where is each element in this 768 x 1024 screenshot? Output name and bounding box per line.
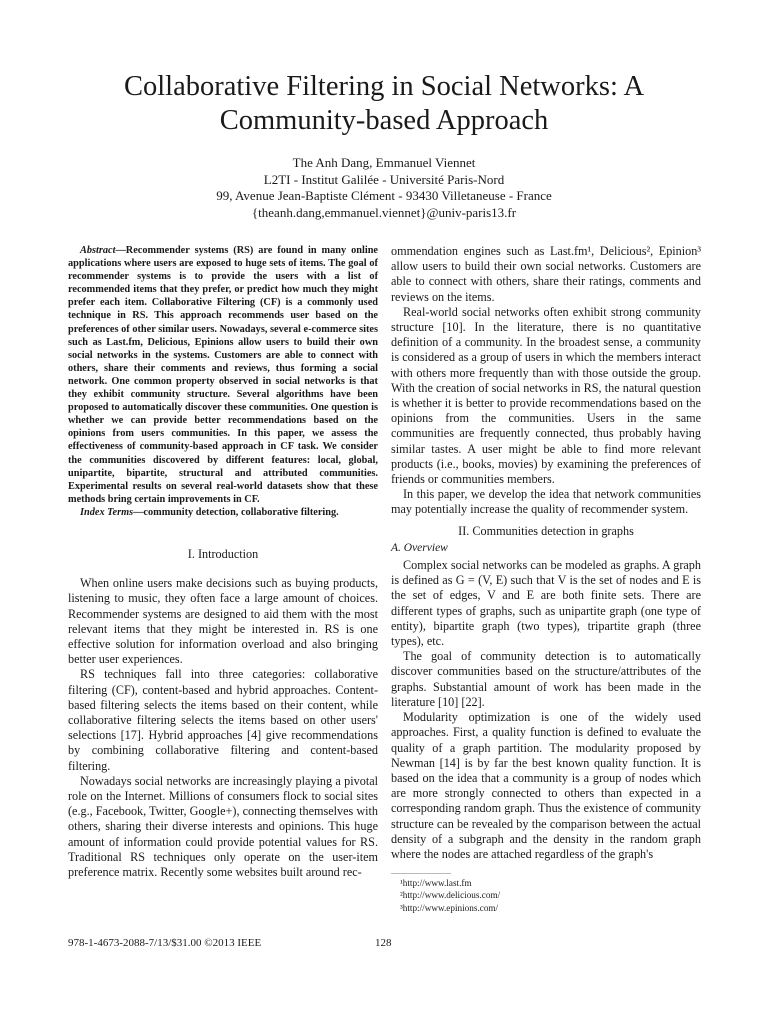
right-column-body [391,244,701,518]
copyright-line: 978-1-4673-2088-7/13/$31.00 ©2013 IEEE [68,937,262,949]
intro-paragraph: Nowadays social networks are increasingly playing a pivotal role on the Internet. Millions of consumers flock to social sites (e.g., Facebook, Twitter, Google+), connecting themselves with others, sharing their diverse interests and opinions. This huge amount of information could provide potential values for RS. Traditional RS techniques only operate on the user-item preference matrix. Recently some websites built around rec- [68,773,378,880]
intro-paragraph: When online users make decisions such as buying products, listening to music, they often face a large amount of choices. Recommender systems are designed to aid them with the most relevant items that they might be interested in. RS is one effective solution for information overload and also bringing better user experiences. [68,576,378,667]
index-terms-lead: Index Terms [80,506,134,518]
abstract [68,244,378,519]
footnote-rule [391,873,451,874]
paper-title: Collaborative Filtering in Social Networks: A Community-based Approach [123,71,645,136]
introduction-body [68,576,378,880]
footnote-3: ³http://www.epinions.com/ [400,902,499,913]
body-paragraph: Real-world social networks often exhibit strong community structure [10]. In the literature, there is no quantitative definition of a community. In the broadest sense, a community is considered as a group of users in which the members interact with others more frequently than with those outside the group. With the creation of social networks in RS, the natural question is whether it is better to provide recommendations based on the opinions from the communities. Users in the same communities are frequently connected, thus probably having similar tastes. A user might be able to find more relevant products (i.e., books, movies) by examining the preferences of friends or communities members. [391,304,701,487]
left-column [68,244,378,880]
author-names: The Anh Dang, Emmanuel Viennet [292,155,476,170]
index-terms-text: —community detection, collaborative filtering. [133,506,339,518]
abstract-lead: Abstract [80,245,116,256]
section-heading-introduction: I. Introduction [187,546,259,561]
author-block [100,155,668,221]
author-address: 99, Avenue Jean-Baptiste Clément - 93430 Villetaneuse - France [216,188,552,203]
footnote-1: ¹http://www.last.fm [400,878,472,888]
overview-body [391,558,701,862]
intro-paragraph: RS techniques fall into three categories: collaborative filtering (CF), content-based and hybrid approaches. Content-based filtering selects the items based on their content, while collaborative filtering selects the items based on other users' selections [17]. Hybrid approaches [4] give recommendations by combining collaborative filtering and content-based filtering. [68,667,378,773]
author-affiliation: L2TI - Institut Galilée - Université Paris-Nord [263,171,505,187]
section-heading-communities: II. Communities detection in graphs [458,523,634,538]
author-email: {theanh.dang,emmanuel.viennet}@univ-paris13.fr [251,204,517,220]
subsection-heading-overview: A. Overview [391,541,448,554]
footnote-2: ²http://www.delicious.com/ [400,890,501,901]
footnotes [400,877,500,914]
overview-paragraph: The goal of community detection is to automatically discover communities based on the structure/attributes of the graphs. Substantial amount of work has been made in the literature [10] [22]. [391,649,701,709]
overview-paragraph: Complex social networks can be modeled as graphs. A graph is defined as G = (V, E) such that V is the set of nodes and E is the set of edges, V and E are both finite sets. There are different types of graphs, such as unipartite graph (one type of entity), bipartite graph (two types), tripartite graph (three types), etc. [391,558,701,649]
right-column [391,244,701,862]
abstract-text: —Recommender systems (RS) are found in many online applications where users are exposed to huge sets of items. The goal of recommender systems is to provide the users with a list of recommended items that they prefer, or predict how much they might prefer each item. Collaborative Filtering (CF) is a commonly used technique in RS. This approach recommends user based on the preferences of other similar users. Nowadays, several e-commerce sites such as Last.fm, Delicious, Epinions allow users to build their own social networks in the systems. Customers are able to connect with others, share their comments and reviews, thus forming a social network. One common property observed in social networks is that they exhibit community structure. Several algorithms have been proposed to automatically discover these communities. One question is whether we can provide better recommendations based on the opinions from users communities. In this paper, we assess the effectiveness of community-based approach in CF task. We consider the communities discovered by different features: local, global, unipartite, bipartite, structural and attributed communities. Experimental results on several real-world datasets show that these methods bring certain improvements in CF. [68,245,378,505]
body-paragraph: In this paper, we develop the idea that network communities may potentially increase the quality of recommender system. [391,487,701,517]
page-number: 128 [375,937,392,949]
continued-paragraph: ommendation engines such as Last.fm¹, Delicious², Epinion³ allow users to build their own social networks. Customers are able to connect with others, share their ratings, comments and reviews on the items. [391,244,701,304]
overview-paragraph: Modularity optimization is one of the widely used approaches. First, a quality function is defined to evaluate the quality of a graph partition. The modularity proposed by Newman [14] is by far the best known quality function. It is based on the idea that a community is a group of nodes which are more strongly connected to others than expected in a corresponding random graph. Thus the existence of community structure can be revealed by the comparison between the actual density of a subgraph and the density in the random graph where the nodes are attached regardless of the graph's [391,710,701,861]
